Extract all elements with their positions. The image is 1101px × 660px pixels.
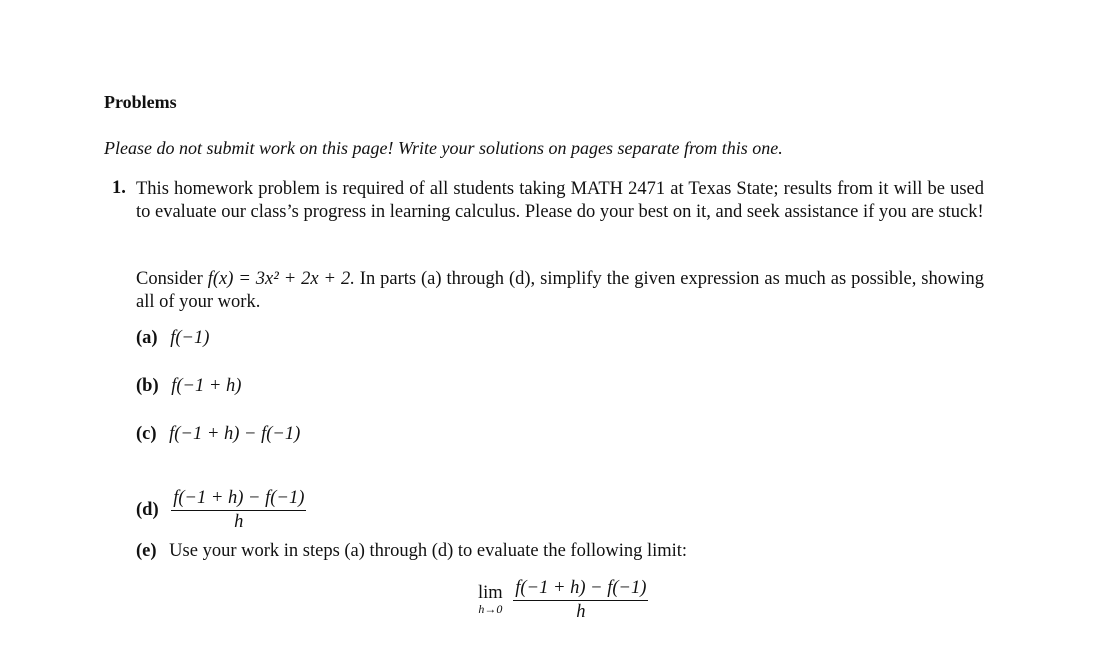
consider-prefix: Consider: [136, 269, 203, 289]
instruction-note: Please do not submit work on this page! Write your solutions on pages separate from this one.: [104, 138, 783, 158]
part-e-label: (e): [136, 541, 157, 561]
part-c-expression: f(−1 + h) − f(−1): [169, 424, 301, 444]
part-a: [136, 328, 209, 349]
part-b-label: (b): [136, 376, 159, 396]
part-a-expression: f(−1): [170, 328, 210, 348]
part-d-denominator: h: [234, 512, 244, 532]
part-a-label: (a): [136, 328, 158, 348]
problem-consider: [136, 268, 984, 314]
part-d-fraction: [171, 487, 306, 533]
part-e-text: Use your work in steps (a) through (d) to evaluate the following limit:: [169, 541, 688, 561]
limit-operator: [478, 584, 503, 616]
part-d: [136, 487, 306, 533]
limit-subscript: h→0: [478, 602, 503, 616]
limit-numerator: f(−1 + h) − f(−1): [513, 577, 648, 601]
function-definition: f(x) = 3x² + 2x + 2.: [207, 269, 355, 289]
part-e: [136, 541, 687, 562]
limit-denominator: h: [576, 602, 586, 622]
limit-expression: [478, 577, 648, 623]
part-b: [136, 376, 241, 397]
part-d-numerator: f(−1 + h) − f(−1): [171, 487, 306, 511]
part-b-expression: f(−1 + h): [171, 376, 242, 396]
problem-number: 1.: [112, 178, 126, 198]
limit-fraction: [513, 577, 648, 623]
problem-intro: This homework problem is required of all students taking MATH 2471 at Texas State; results from it will be used to evaluate our class’s progress in learning calculus. Please do your best on it, and seek assistance if you are stuck!: [136, 179, 984, 222]
limit-word: lim: [478, 583, 503, 603]
part-d-label: (d): [136, 499, 159, 520]
part-c: [136, 424, 300, 445]
consider-suffix: In parts (a) through (d), simplify the given expression as much as possible, showing all of your work.: [136, 269, 984, 312]
section-heading: Problems: [104, 92, 177, 112]
part-c-label: (c): [136, 424, 157, 444]
